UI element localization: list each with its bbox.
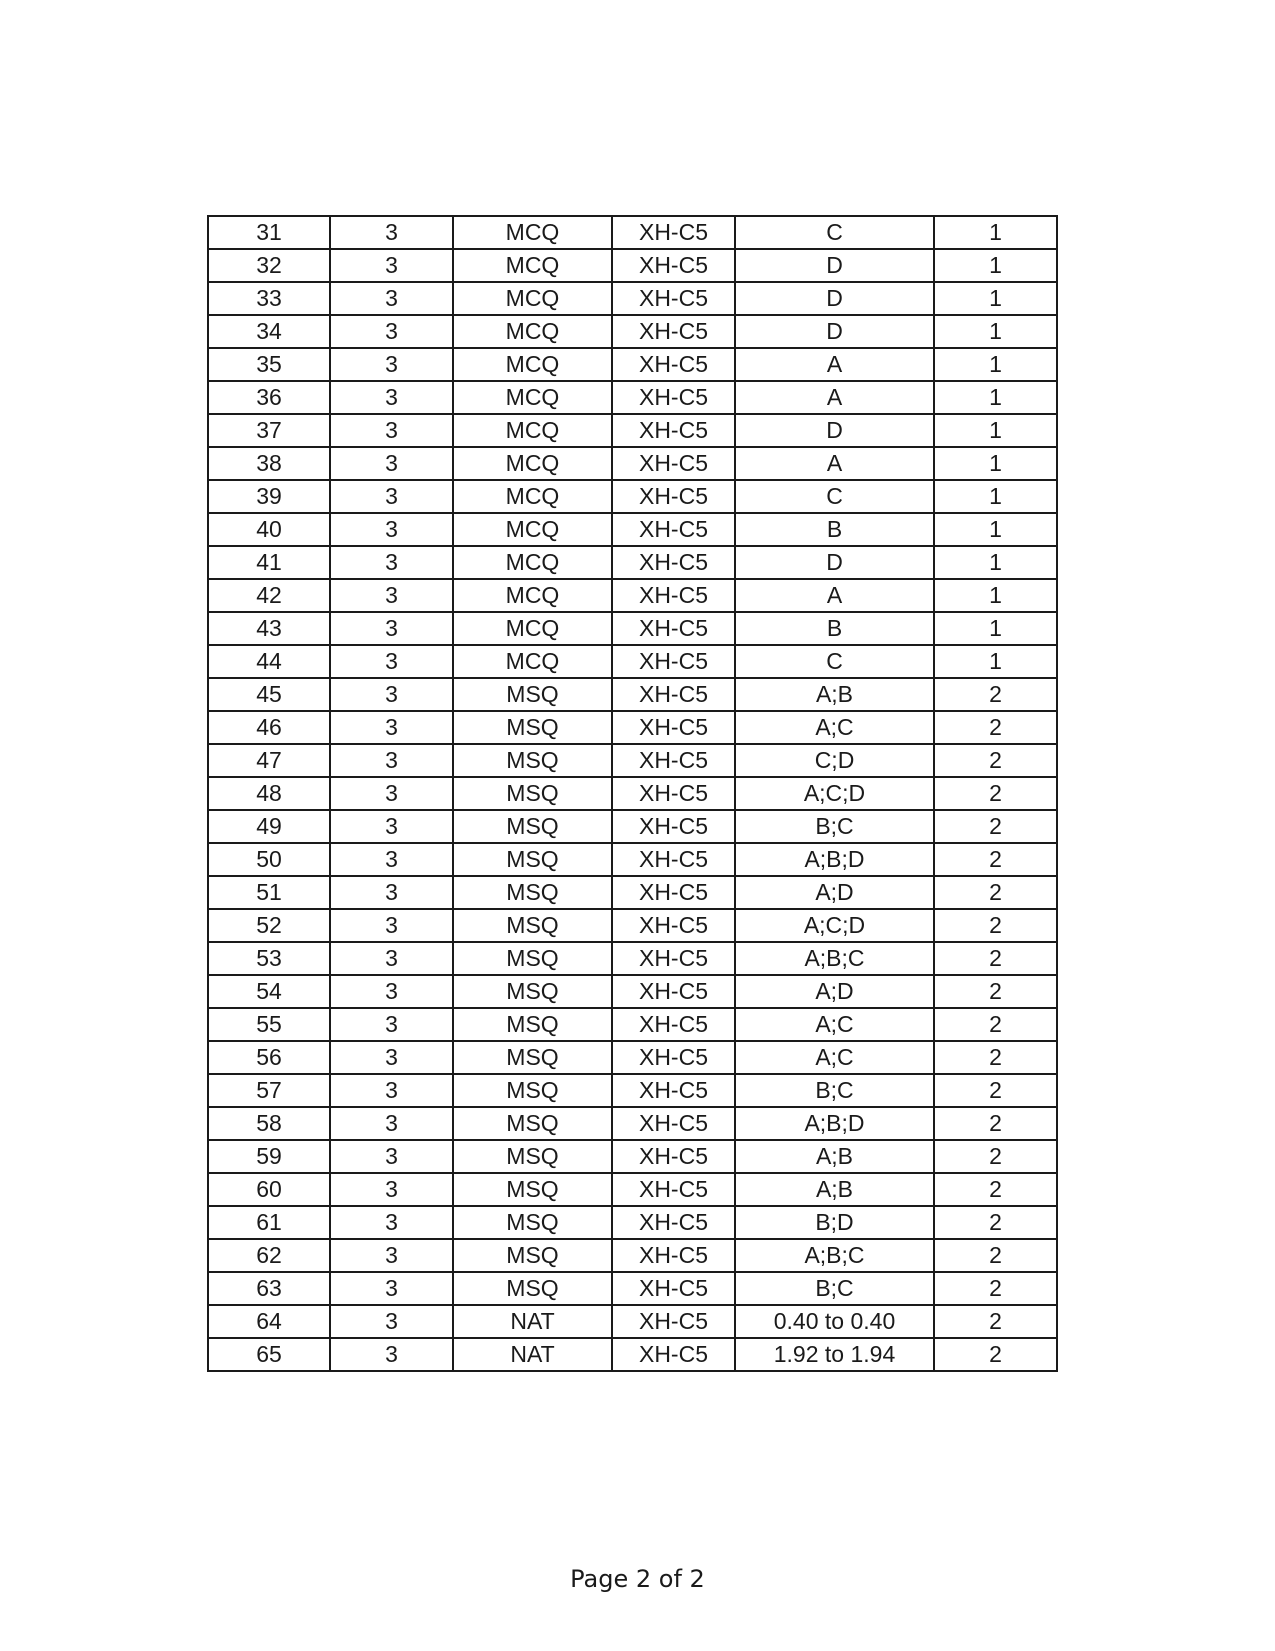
section-cell: 3 [330, 1173, 453, 1206]
paper-code-cell: XH-C5 [612, 744, 735, 777]
question-type-cell: MSQ [453, 1074, 612, 1107]
question-type-cell: MSQ [453, 975, 612, 1008]
answer-key-cell: D [735, 546, 934, 579]
paper-code-cell: XH-C5 [612, 975, 735, 1008]
question-number-cell: 58 [208, 1107, 330, 1140]
question-type-cell: MSQ [453, 1272, 612, 1305]
answer-key-cell: A;C [735, 1008, 934, 1041]
marks-cell: 2 [934, 843, 1057, 876]
answer-key-cell: C [735, 216, 934, 249]
paper-code-cell: XH-C5 [612, 777, 735, 810]
table-row [208, 348, 1057, 381]
question-type-cell: MSQ [453, 744, 612, 777]
page-footer [0, 1565, 1275, 1593]
question-type-cell: MCQ [453, 513, 612, 546]
question-number-cell: 45 [208, 678, 330, 711]
question-number-cell: 38 [208, 447, 330, 480]
section-cell: 3 [330, 1239, 453, 1272]
section-cell: 3 [330, 381, 453, 414]
answer-key-cell: C;D [735, 744, 934, 777]
paper-code-cell: XH-C5 [612, 1107, 735, 1140]
answer-key-cell: D [735, 282, 934, 315]
question-type-cell: NAT [453, 1338, 612, 1371]
paper-code-cell: XH-C5 [612, 1305, 735, 1338]
section-cell: 3 [330, 249, 453, 282]
question-type-cell: MCQ [453, 480, 612, 513]
paper-code-cell: XH-C5 [612, 645, 735, 678]
question-type-cell: MSQ [453, 1107, 612, 1140]
question-number-cell: 57 [208, 1074, 330, 1107]
section-cell: 3 [330, 678, 453, 711]
answer-key-cell: A;C [735, 711, 934, 744]
paper-code-cell: XH-C5 [612, 348, 735, 381]
table-row [208, 909, 1057, 942]
question-number-cell: 44 [208, 645, 330, 678]
section-cell: 3 [330, 315, 453, 348]
paper-code-cell: XH-C5 [612, 282, 735, 315]
question-number-cell: 56 [208, 1041, 330, 1074]
section-cell: 3 [330, 909, 453, 942]
answer-key-cell: A [735, 579, 934, 612]
section-cell: 3 [330, 480, 453, 513]
paper-code-cell: XH-C5 [612, 447, 735, 480]
marks-cell: 1 [934, 645, 1057, 678]
table-row [208, 810, 1057, 843]
paper-code-cell: XH-C5 [612, 414, 735, 447]
marks-cell: 1 [934, 513, 1057, 546]
marks-cell: 2 [934, 942, 1057, 975]
question-type-cell: MCQ [453, 249, 612, 282]
paper-code-cell: XH-C5 [612, 612, 735, 645]
marks-cell: 2 [934, 1008, 1057, 1041]
answer-key-cell: B;C [735, 810, 934, 843]
table-row [208, 315, 1057, 348]
table-row [208, 447, 1057, 480]
section-cell: 3 [330, 546, 453, 579]
question-number-cell: 62 [208, 1239, 330, 1272]
paper-code-cell: XH-C5 [612, 876, 735, 909]
marks-cell: 2 [934, 1305, 1057, 1338]
answer-key-cell: B;D [735, 1206, 934, 1239]
question-number-cell: 48 [208, 777, 330, 810]
paper-code-cell: XH-C5 [612, 909, 735, 942]
answer-key-cell: C [735, 480, 934, 513]
table-row [208, 1140, 1057, 1173]
section-cell: 3 [330, 579, 453, 612]
question-number-cell: 63 [208, 1272, 330, 1305]
answer-key-cell: C [735, 645, 934, 678]
paper-code-cell: XH-C5 [612, 579, 735, 612]
paper-code-cell: XH-C5 [612, 711, 735, 744]
table-row [208, 249, 1057, 282]
question-number-cell: 59 [208, 1140, 330, 1173]
paper-code-cell: XH-C5 [612, 1206, 735, 1239]
question-number-cell: 49 [208, 810, 330, 843]
marks-cell: 2 [934, 876, 1057, 909]
question-number-cell: 64 [208, 1305, 330, 1338]
question-type-cell: MSQ [453, 843, 612, 876]
paper-code-cell: XH-C5 [612, 480, 735, 513]
table-row [208, 414, 1057, 447]
section-cell: 3 [330, 942, 453, 975]
marks-cell: 2 [934, 1239, 1057, 1272]
marks-cell: 1 [934, 216, 1057, 249]
marks-cell: 1 [934, 381, 1057, 414]
marks-cell: 2 [934, 1107, 1057, 1140]
answer-key-cell: D [735, 414, 934, 447]
paper-code-cell: XH-C5 [612, 1272, 735, 1305]
marks-cell: 1 [934, 579, 1057, 612]
question-number-cell: 65 [208, 1338, 330, 1371]
question-number-cell: 37 [208, 414, 330, 447]
marks-cell: 2 [934, 909, 1057, 942]
question-number-cell: 47 [208, 744, 330, 777]
answer-key-cell: B;C [735, 1272, 934, 1305]
paper-code-cell: XH-C5 [612, 1173, 735, 1206]
paper-code-cell: XH-C5 [612, 1008, 735, 1041]
paper-code-cell: XH-C5 [612, 1041, 735, 1074]
answer-key-cell: D [735, 315, 934, 348]
section-cell: 3 [330, 1041, 453, 1074]
question-type-cell: MCQ [453, 216, 612, 249]
answer-key-cell: A;B [735, 1140, 934, 1173]
section-cell: 3 [330, 1140, 453, 1173]
answer-key-cell: A [735, 447, 934, 480]
question-type-cell: MSQ [453, 1140, 612, 1173]
table-row [208, 777, 1057, 810]
marks-cell: 1 [934, 414, 1057, 447]
question-type-cell: MSQ [453, 1041, 612, 1074]
table-row [208, 216, 1057, 249]
paper-code-cell: XH-C5 [612, 315, 735, 348]
question-type-cell: MSQ [453, 777, 612, 810]
section-cell: 3 [330, 711, 453, 744]
question-type-cell: MSQ [453, 942, 612, 975]
question-number-cell: 46 [208, 711, 330, 744]
section-cell: 3 [330, 777, 453, 810]
table-row [208, 876, 1057, 909]
answer-key-cell: 1.92 to 1.94 [735, 1338, 934, 1371]
marks-cell: 2 [934, 1173, 1057, 1206]
question-type-cell: MSQ [453, 1008, 612, 1041]
section-cell: 3 [330, 1338, 453, 1371]
table-row [208, 1008, 1057, 1041]
table-row [208, 1173, 1057, 1206]
section-cell: 3 [330, 282, 453, 315]
table-row [208, 579, 1057, 612]
section-cell: 3 [330, 513, 453, 546]
section-cell: 3 [330, 876, 453, 909]
question-number-cell: 35 [208, 348, 330, 381]
question-number-cell: 33 [208, 282, 330, 315]
question-number-cell: 54 [208, 975, 330, 1008]
answer-key-cell: A;B;C [735, 1239, 934, 1272]
question-number-cell: 40 [208, 513, 330, 546]
table-row [208, 1206, 1057, 1239]
marks-cell: 1 [934, 480, 1057, 513]
answer-key-cell: A [735, 381, 934, 414]
marks-cell: 2 [934, 777, 1057, 810]
question-type-cell: MCQ [453, 282, 612, 315]
marks-cell: 1 [934, 348, 1057, 381]
answer-key-cell: A;B;C [735, 942, 934, 975]
paper-code-cell: XH-C5 [612, 678, 735, 711]
answer-key-cell: A;B [735, 678, 934, 711]
question-type-cell: MSQ [453, 810, 612, 843]
table-row [208, 381, 1057, 414]
answer-key-cell: A;D [735, 975, 934, 1008]
section-cell: 3 [330, 447, 453, 480]
marks-cell: 2 [934, 678, 1057, 711]
question-type-cell: MCQ [453, 579, 612, 612]
paper-code-cell: XH-C5 [612, 1239, 735, 1272]
paper-code-cell: XH-C5 [612, 1074, 735, 1107]
question-type-cell: MSQ [453, 678, 612, 711]
marks-cell: 1 [934, 546, 1057, 579]
section-cell: 3 [330, 612, 453, 645]
table-row [208, 612, 1057, 645]
table-row [208, 1074, 1057, 1107]
answer-key-cell: A;C [735, 1041, 934, 1074]
section-cell: 3 [330, 1107, 453, 1140]
table-row [208, 1272, 1057, 1305]
question-number-cell: 42 [208, 579, 330, 612]
section-cell: 3 [330, 810, 453, 843]
question-number-cell: 52 [208, 909, 330, 942]
marks-cell: 2 [934, 1272, 1057, 1305]
paper-code-cell: XH-C5 [612, 216, 735, 249]
section-cell: 3 [330, 744, 453, 777]
table-row [208, 546, 1057, 579]
paper-code-cell: XH-C5 [612, 546, 735, 579]
table-row [208, 645, 1057, 678]
table-row [208, 1107, 1057, 1140]
question-type-cell: MCQ [453, 546, 612, 579]
question-type-cell: MCQ [453, 447, 612, 480]
table-row [208, 1041, 1057, 1074]
question-number-cell: 36 [208, 381, 330, 414]
table-row [208, 513, 1057, 546]
section-cell: 3 [330, 348, 453, 381]
section-cell: 3 [330, 1074, 453, 1107]
paper-code-cell: XH-C5 [612, 1140, 735, 1173]
table-row [208, 480, 1057, 513]
question-number-cell: 51 [208, 876, 330, 909]
question-number-cell: 60 [208, 1173, 330, 1206]
marks-cell: 2 [934, 1074, 1057, 1107]
paper-code-cell: XH-C5 [612, 1338, 735, 1371]
question-type-cell: MSQ [453, 1173, 612, 1206]
question-number-cell: 43 [208, 612, 330, 645]
question-type-cell: MSQ [453, 909, 612, 942]
marks-cell: 2 [934, 1140, 1057, 1173]
question-type-cell: MCQ [453, 612, 612, 645]
answer-key-cell: B [735, 513, 934, 546]
answer-key-cell: A [735, 348, 934, 381]
question-type-cell: MCQ [453, 315, 612, 348]
table-row [208, 1239, 1057, 1272]
marks-cell: 2 [934, 711, 1057, 744]
question-type-cell: MSQ [453, 1239, 612, 1272]
question-type-cell: MCQ [453, 645, 612, 678]
paper-code-cell: XH-C5 [612, 810, 735, 843]
marks-cell: 1 [934, 282, 1057, 315]
question-number-cell: 50 [208, 843, 330, 876]
answer-key-table-body [208, 216, 1057, 1371]
table-row [208, 975, 1057, 1008]
section-cell: 3 [330, 1206, 453, 1239]
question-type-cell: MCQ [453, 348, 612, 381]
marks-cell: 1 [934, 249, 1057, 282]
section-cell: 3 [330, 1008, 453, 1041]
table-row [208, 843, 1057, 876]
section-cell: 3 [330, 1305, 453, 1338]
marks-cell: 2 [934, 1338, 1057, 1371]
answer-key-cell: A;D [735, 876, 934, 909]
question-number-cell: 34 [208, 315, 330, 348]
paper-code-cell: XH-C5 [612, 942, 735, 975]
table-row [208, 744, 1057, 777]
paper-code-cell: XH-C5 [612, 843, 735, 876]
question-type-cell: MCQ [453, 381, 612, 414]
section-cell: 3 [330, 414, 453, 447]
marks-cell: 2 [934, 810, 1057, 843]
answer-key-cell: A;B;D [735, 1107, 934, 1140]
table-row [208, 942, 1057, 975]
answer-key-cell: B [735, 612, 934, 645]
answer-key-cell: D [735, 249, 934, 282]
answer-key-table [207, 215, 1058, 1372]
question-number-cell: 39 [208, 480, 330, 513]
table-row [208, 1305, 1057, 1338]
answer-key-cell: A;B [735, 1173, 934, 1206]
marks-cell: 1 [934, 612, 1057, 645]
marks-cell: 2 [934, 975, 1057, 1008]
question-type-cell: MCQ [453, 414, 612, 447]
question-number-cell: 53 [208, 942, 330, 975]
question-number-cell: 61 [208, 1206, 330, 1239]
paper-code-cell: XH-C5 [612, 381, 735, 414]
answer-key-cell: A;B;D [735, 843, 934, 876]
answer-key-cell: A;C;D [735, 777, 934, 810]
marks-cell: 2 [934, 744, 1057, 777]
marks-cell: 2 [934, 1041, 1057, 1074]
marks-cell: 2 [934, 1206, 1057, 1239]
question-number-cell: 32 [208, 249, 330, 282]
question-number-cell: 31 [208, 216, 330, 249]
answer-key-cell: A;C;D [735, 909, 934, 942]
table-row [208, 711, 1057, 744]
section-cell: 3 [330, 216, 453, 249]
paper-code-cell: XH-C5 [612, 249, 735, 282]
section-cell: 3 [330, 1272, 453, 1305]
section-cell: 3 [330, 975, 453, 1008]
question-type-cell: MSQ [453, 876, 612, 909]
question-number-cell: 55 [208, 1008, 330, 1041]
table-row [208, 282, 1057, 315]
table-row [208, 1338, 1057, 1371]
answer-key-cell: 0.40 to 0.40 [735, 1305, 934, 1338]
paper-code-cell: XH-C5 [612, 513, 735, 546]
marks-cell: 1 [934, 315, 1057, 348]
table-row [208, 678, 1057, 711]
question-type-cell: MSQ [453, 1206, 612, 1239]
question-number-cell: 41 [208, 546, 330, 579]
section-cell: 3 [330, 843, 453, 876]
answer-key-cell: B;C [735, 1074, 934, 1107]
section-cell: 3 [330, 645, 453, 678]
page-number-label: Page 2 of 2 [570, 1565, 705, 1593]
marks-cell: 1 [934, 447, 1057, 480]
question-type-cell: MSQ [453, 711, 612, 744]
question-type-cell: NAT [453, 1305, 612, 1338]
